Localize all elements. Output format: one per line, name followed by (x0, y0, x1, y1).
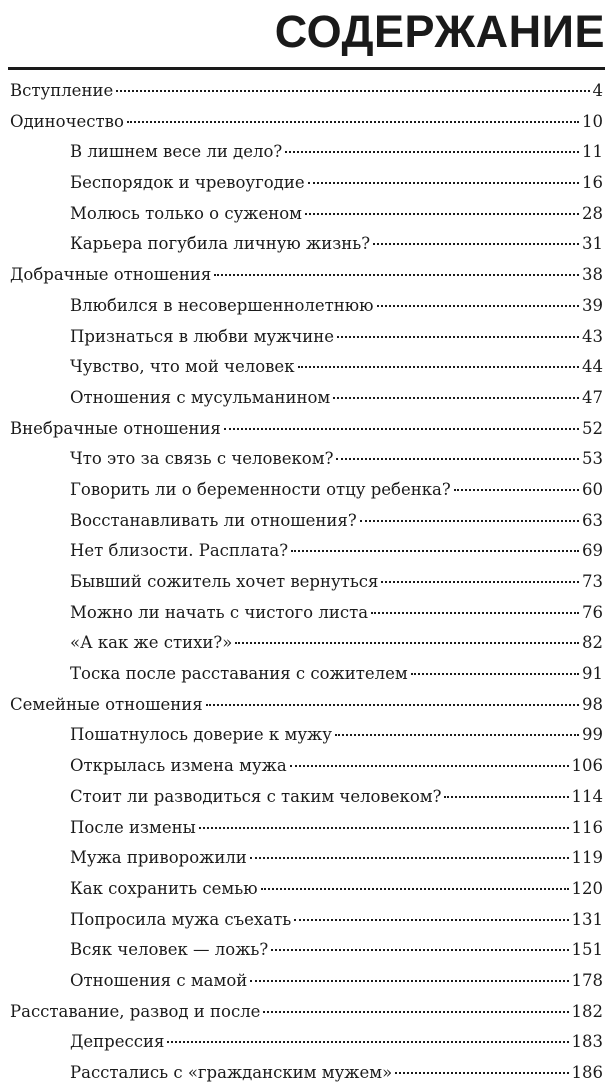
toc-page-number: 120 (571, 878, 603, 898)
toc-subsection-entry (10, 567, 603, 598)
toc-subsection-entry (10, 843, 603, 874)
toc-entry-title: Внебрачные отношения (10, 418, 221, 438)
toc-subsection-entry (10, 782, 603, 813)
dot-leader (336, 456, 579, 460)
dot-leader (395, 1070, 568, 1074)
dot-leader (127, 119, 579, 123)
dot-leader (377, 303, 579, 307)
toc-entry-title: Пошатнулось доверие к мужу (70, 725, 332, 745)
toc-subsection-entry (10, 720, 603, 751)
toc-page-number: 31 (582, 234, 603, 254)
toc-entry-title: Можно ли начать с чистого листа (70, 602, 369, 622)
dot-leader (337, 334, 579, 338)
toc-page-number: 47 (582, 387, 603, 407)
toc-entry-title: Карьера погубила личную жизнь? (70, 234, 371, 254)
page-title: СОДЕРЖАНИЕ (274, 6, 605, 57)
dot-leader (206, 702, 579, 706)
toc-page-number: 53 (582, 449, 603, 469)
toc-section-entry (10, 76, 603, 107)
dot-leader (305, 211, 579, 215)
toc-entry-title: Отношения с мамой (70, 970, 248, 990)
toc-entry-title: Бывший сожитель хочет вернуться (70, 572, 379, 591)
toc-page-number: 106 (571, 756, 603, 776)
toc-entry-title: Семейные отношения (10, 694, 203, 714)
toc-subsection-entry (10, 168, 603, 199)
toc-entry-title: Одиночество (10, 111, 124, 131)
toc-page-number: 16 (582, 173, 603, 193)
toc-subsection-entry (10, 291, 603, 322)
dot-leader (308, 180, 579, 184)
dot-leader (411, 671, 579, 675)
dot-leader (381, 579, 579, 583)
toc-page-number: 44 (582, 357, 603, 377)
toc-subsection-entry (10, 966, 603, 997)
toc-subsection-entry (10, 598, 603, 629)
toc-page-number: 183 (571, 1032, 603, 1052)
toc-entry-title: Расставание, развод и после (10, 1001, 261, 1021)
toc-subsection-entry (10, 536, 603, 567)
dot-leader (294, 917, 568, 921)
toc-entry-title: Что это за связь с человеком? (70, 449, 334, 469)
dot-leader (167, 1039, 568, 1043)
toc-subsection-entry (10, 475, 603, 506)
toc-subsection-entry (10, 628, 603, 659)
toc-subsection-entry (10, 352, 603, 383)
toc-entry-title: Влюбился в несовершеннолетнюю (70, 295, 374, 315)
dot-leader (261, 886, 569, 890)
toc-page-number: 39 (582, 295, 603, 315)
toc-subsection-entry (10, 905, 603, 936)
dot-leader (250, 855, 569, 859)
toc-page-number: 182 (571, 1001, 603, 1021)
toc-subsection-entry (10, 444, 603, 475)
dot-leader (263, 1009, 568, 1013)
dot-leader (214, 272, 579, 276)
toc-entry-title: Молюсь только о суженом (70, 203, 302, 223)
toc-page-number: 114 (571, 786, 603, 806)
toc-entry-title: Отношения с мусульманином (70, 387, 331, 407)
dot-leader (371, 610, 579, 614)
toc-entry-title: Расстались с «гражданским мужем» (70, 1063, 393, 1082)
toc-page-number: 131 (571, 909, 603, 929)
dot-leader (333, 395, 579, 399)
toc-page-number: 63 (582, 510, 603, 530)
toc-entry-title: Тоска после расставания с сожителем (70, 664, 408, 684)
dot-leader (224, 426, 579, 430)
toc-page-number: 10 (582, 111, 603, 131)
toc-page-number: 11 (582, 142, 603, 162)
toc-entry-title: Как сохранить семью (70, 878, 258, 898)
toc-section-entry (10, 690, 603, 721)
toc-section-entry (10, 997, 603, 1028)
dot-leader (444, 794, 568, 798)
toc-subsection-entry (10, 813, 603, 844)
toc-subsection-entry (10, 1027, 603, 1058)
toc-entry-title: Нет близости. Расплата? (70, 541, 289, 561)
toc-page-number: 99 (582, 725, 603, 745)
toc-subsection-entry (10, 199, 603, 230)
toc-entry-title: Чувство, что мой человек (70, 357, 295, 377)
toc-subsection-entry (10, 229, 603, 260)
toc-section-entry (10, 107, 603, 138)
toc-entry-title: «А как же стихи?» (70, 633, 233, 653)
dot-leader (291, 548, 579, 552)
toc-entry-title: Мужа приворожили (70, 848, 247, 868)
toc-page-number: 69 (582, 541, 603, 561)
toc-entry-title: Вступление (10, 81, 114, 100)
toc-subsection-entry (10, 751, 603, 782)
toc-page-number: 186 (571, 1063, 603, 1082)
toc-subsection-entry (10, 322, 603, 353)
toc-page-number: 60 (582, 479, 603, 499)
toc-page-number: 76 (582, 602, 603, 622)
toc-page-number: 38 (582, 265, 603, 285)
dot-leader (373, 241, 579, 245)
toc-entry-title: Всяк человек — ложь? (70, 940, 269, 960)
toc-page-number: 82 (582, 633, 603, 653)
toc-page-number: 91 (582, 664, 603, 684)
toc-section-entry (10, 260, 603, 291)
dot-leader (199, 825, 569, 829)
dot-leader (360, 518, 579, 522)
toc-entry-title: В лишнем весе ли дело? (70, 142, 283, 162)
toc-entry-title: После измены (70, 817, 196, 837)
dot-leader (250, 978, 568, 982)
toc-page-number: 52 (582, 418, 603, 438)
toc-subsection-entry (10, 1058, 603, 1089)
toc-section-entry (10, 414, 603, 445)
table-of-contents (10, 76, 603, 1089)
toc-page-number: 116 (571, 817, 603, 837)
dot-leader (116, 88, 589, 92)
toc-entry-title: Признаться в любви мужчине (70, 326, 335, 346)
toc-entry-title: Попросила мужа съехать (70, 909, 292, 929)
toc-page-number: 98 (582, 694, 603, 714)
dot-leader (290, 763, 569, 767)
toc-page-number: 151 (571, 940, 603, 960)
toc-page-number: 119 (571, 848, 603, 868)
toc-entry-title: Говорить ли о беременности отцу ребенка? (70, 479, 451, 499)
toc-entry-title: Добрачные отношения (10, 265, 212, 285)
title-rule (8, 67, 605, 70)
dot-leader (285, 149, 579, 153)
dot-leader (235, 640, 579, 644)
toc-entry-title: Беспорядок и чревоугодие (70, 173, 305, 193)
dot-leader (335, 732, 579, 736)
toc-entry-title: Открылась измена мужа (70, 756, 287, 776)
dot-leader (271, 947, 568, 951)
toc-subsection-entry (10, 383, 603, 414)
toc-page-number: 178 (571, 970, 603, 990)
dot-leader (454, 487, 579, 491)
toc-subsection-entry (10, 506, 603, 537)
toc-page-number: 4 (592, 81, 603, 100)
dot-leader (298, 364, 579, 368)
toc-entry-title: Восстанавливать ли отношения? (70, 510, 357, 530)
toc-page-number: 28 (582, 203, 603, 223)
toc-subsection-entry (10, 137, 603, 168)
toc-page-number: 73 (582, 572, 603, 591)
toc-subsection-entry (10, 935, 603, 966)
toc-entry-title: Депрессия (70, 1032, 165, 1052)
toc-page-number: 43 (582, 326, 603, 346)
toc-subsection-entry (10, 874, 603, 905)
toc-subsection-entry (10, 659, 603, 690)
toc-entry-title: Стоит ли разводиться с таким человеком? (70, 786, 442, 806)
